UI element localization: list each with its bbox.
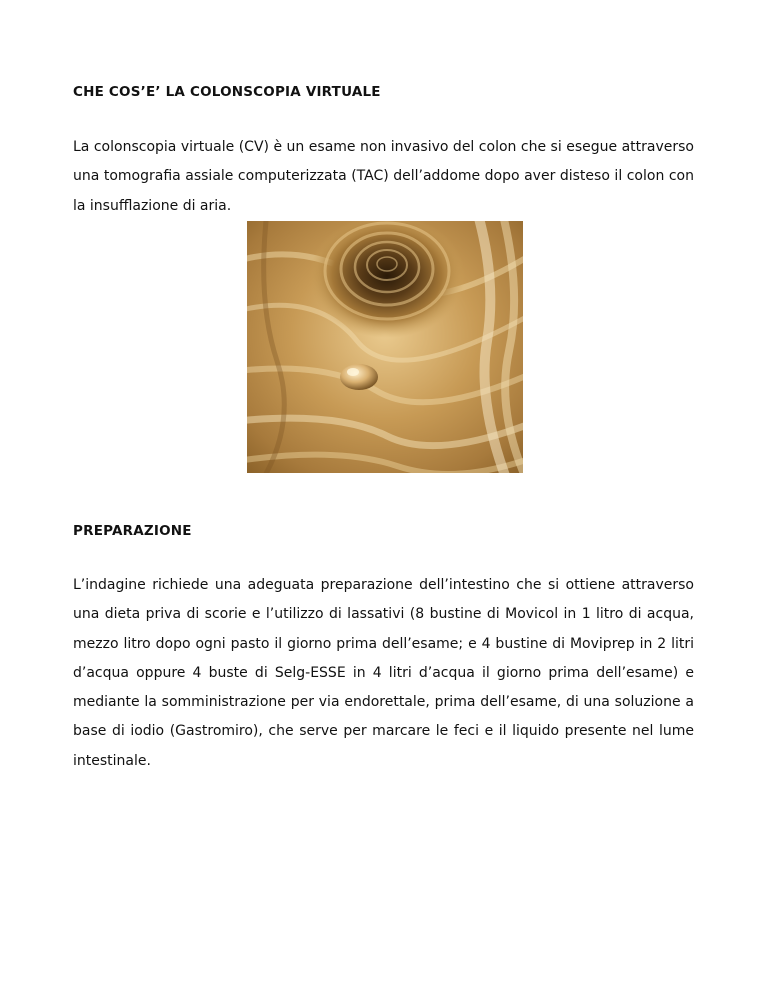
section-heading-virtual-colonoscopy: CHE COS’E’ LA COLONSCOPIA VIRTUALE [73, 84, 381, 100]
preparation-paragraph: L’indagine richiede una adeguata preparazione dell’intestino che si ottiene attraverso una dieta priva di scorie e l’utilizzo di lassativi (8 bustine di Movicol in 1 litro di acqua, mezzo litro dopo ogni pasto il giorno prima dell’esame; e 4 bustine di Moviprep in 2 litri d’acqua oppure 4 buste di Selg-ESSE in 4 litri d’acqua il giorno prima dell’esame) e mediante la somministrazione per via endorettale, prima dell’esame, di una soluzione a base di iodio (Gastromiro), che serve per marcare le feci e il liquido presente nel lume intestinale. [73, 577, 694, 769]
intro-paragraph: La colonscopia virtuale (CV) è un esame non invasivo del colon che si esegue attraverso una tomografia assiale computerizzata (TAC) dell’addome dopo aver disteso il colon con la insufflazione di aria. [73, 139, 694, 214]
virtual-colonoscopy-image [247, 221, 523, 473]
section-heading-preparation: PREPARAZIONE [73, 523, 192, 539]
